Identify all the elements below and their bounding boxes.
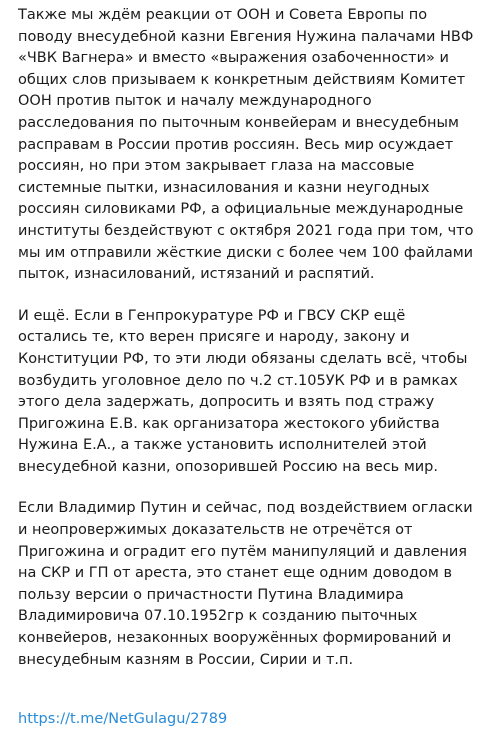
message-link[interactable]: https://t.me/NetGulagu/2789 <box>18 711 228 727</box>
message-paragraph-1: Также мы ждём реакции от ООН и Совета Европы по поводу внесудебной казни Евгения Нужина палачами НВФ «ЧВК Вагнера» и вместо «выражения озабоченности» и общих слов призываем к конкретным действиям Комитет ООН против пыток и началу международного расследования по пыточным конвейерам и внесудебным расправам в России против россиян. Весь мир осуждает россиян, но при этом закрывает глаза на массовые системные пытки, изнасилования и казни неугодных россиян силовиками РФ, а официальные международные институты бездействуют с октября 2021 года при том, что мы им отправили жёсткие диски с более чем 100 файлами пыток, изнасилований, истязаний и распятий. <box>18 7 474 283</box>
message-paragraph-2: И ещё. Если в Генпрокуратуре РФ и ГВСУ СКР ещё остались те, кто верен присяге и народу, закону и Конституции РФ, то эти люди обязаны сделать всё, чтобы возбудить уголовное дело по ч.2 ст.105УК РФ и в рамках этого дела задержать, допросить и взять под стражу Пригожина Е.В. как организатора жестокого убийства Нужина Е.А., а также установить исполнителей этой внесудебной казни, опозорившей Россию на весь мир. <box>18 307 468 475</box>
message-paragraph-3: Если Владимир Путин и сейчас, под воздействием огласки и неопровержимых доказательств не отречётся от Пригожина и оградит его путём манипуляций и давления на СКР и ГП от ареста, это станет еще одним доводом в пользу версии о причастности Путина Владимира Владимировича 07.10.1952гр к созданию пыточных конвейеров, незаконных вооружённых формирований и внесудебным казням в России, Сирии и т.п. <box>18 500 473 668</box>
